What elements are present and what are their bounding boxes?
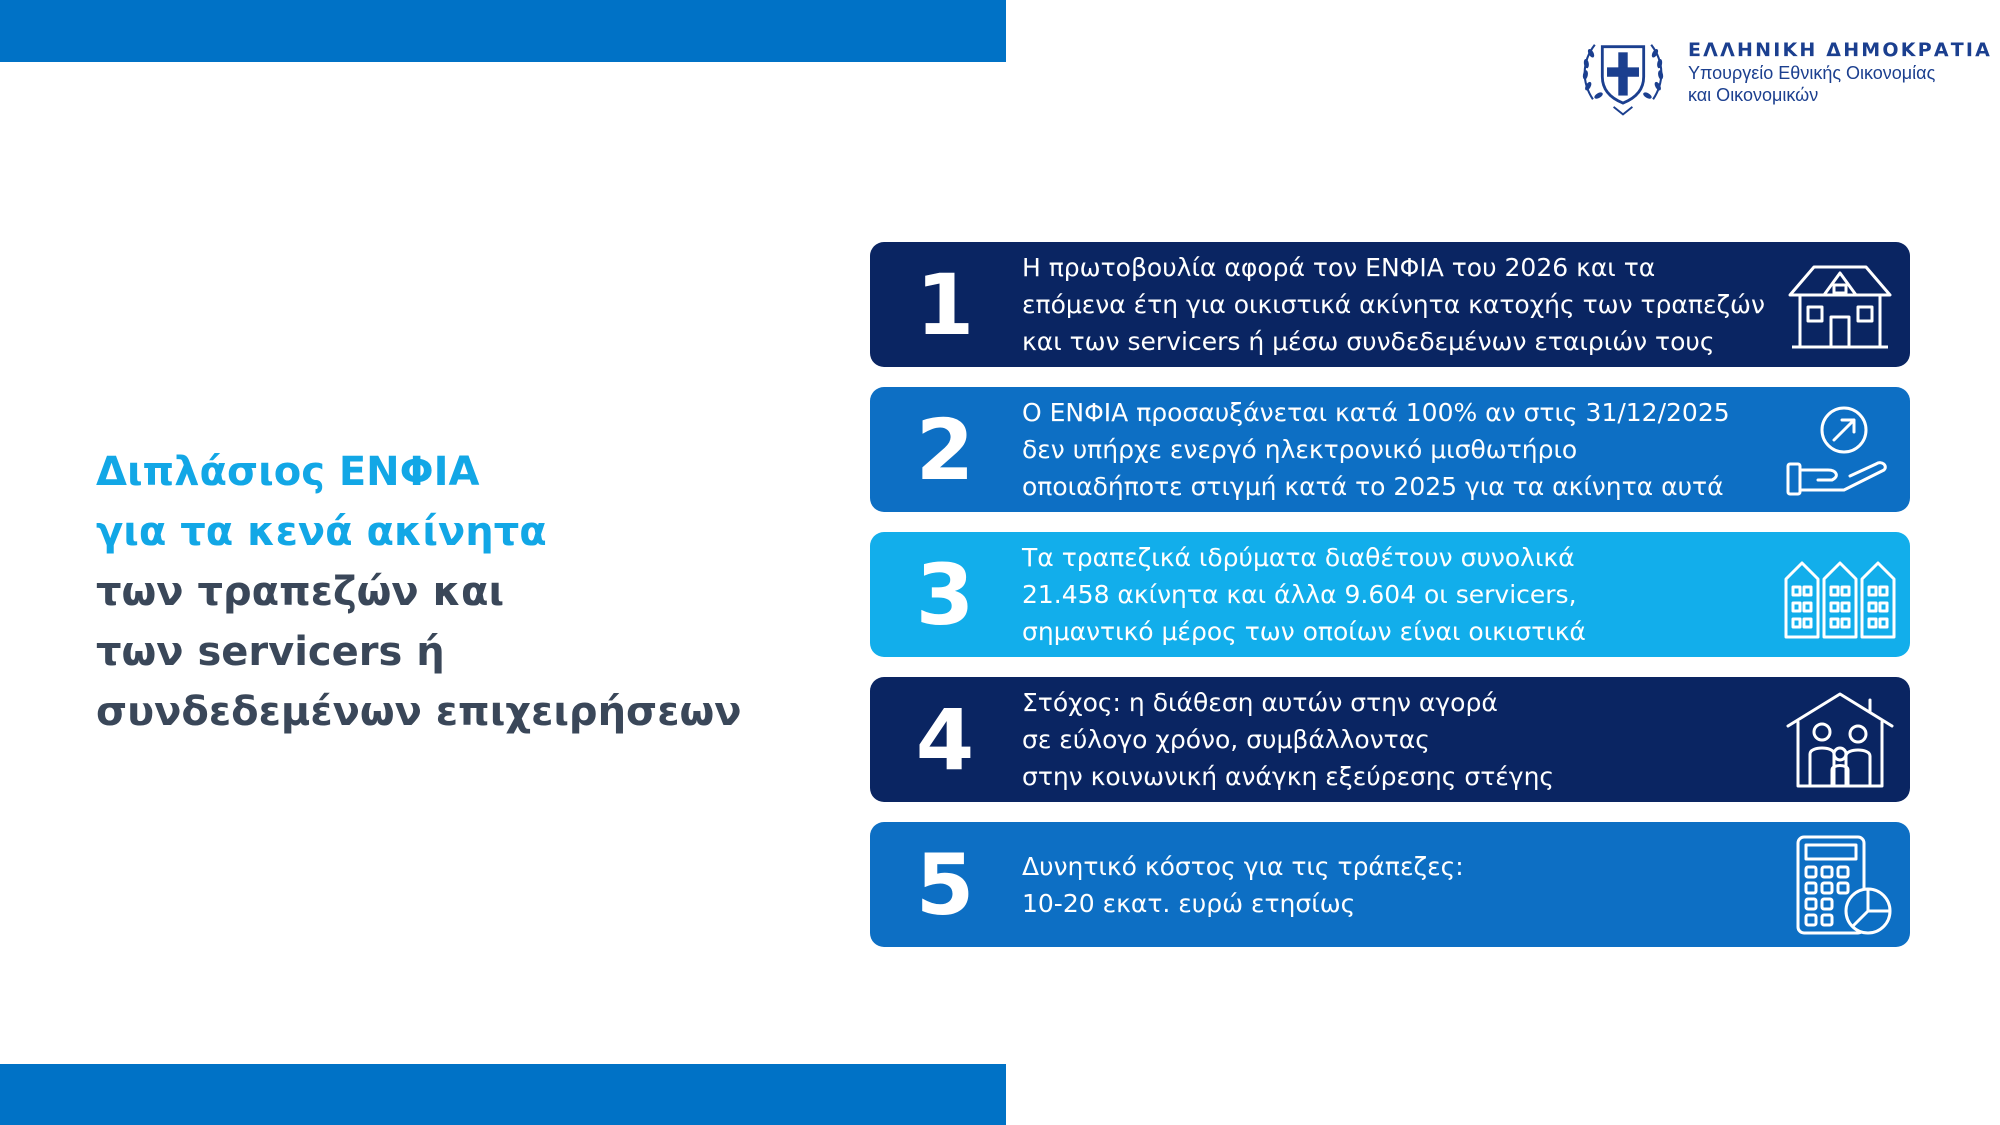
bottom-accent-bar [0, 1064, 1006, 1125]
info-card-list [870, 242, 1910, 967]
card-text-line: σημαντικό μέρος των οποίων είναι οικιστικά [1022, 617, 1586, 646]
card-text-line: Τα τραπεζικά ιδρύματα διαθέτουν συνολικά [1022, 543, 1575, 572]
brand-title: ΕΛΛΗΝΙΚΗ ΔΗΜΟΚΡΑΤΙΑ [1688, 39, 1993, 62]
info-card-2 [870, 387, 1910, 512]
page-title [96, 442, 741, 742]
card-text-line: Ο ΕΝΦΙΑ προσαυξάνεται κατά 100% αν στις 31/12/2025 [1022, 398, 1730, 427]
info-card-3 [870, 532, 1910, 657]
card-text-line: και των servicers ή μέσω συνδεδεμένων εταιριών τους [1022, 327, 1715, 356]
title-line: των τραπεζών και [96, 569, 505, 615]
card-text-line: δεν υπήρχε ενεργό ηλεκτρονικό μισθωτήριο [1022, 435, 1578, 464]
card-number: 1 [915, 255, 975, 354]
card-text-line: στην κοινωνική ανάγκη εξεύρεσης στέγης [1022, 762, 1555, 791]
card-text-line: οποιαδήποτε στιγμή κατά το 2025 για τα ακίνητα αυτά [1022, 472, 1724, 501]
title-line: συνδεδεμένων επιχειρήσεων [96, 689, 742, 735]
card-number: 3 [915, 545, 975, 644]
card-number: 2 [915, 400, 975, 499]
hand-with-rising-arrow-icon [1784, 400, 1896, 500]
info-card-5 [870, 822, 1910, 947]
ministry-branding [1576, 26, 1992, 120]
ministry-name-line2: και Οικονομικών [1688, 84, 1819, 105]
card-text-line: Δυνητικό κόστος για τις τράπεζες: [1022, 851, 1464, 881]
family-home-icon [1784, 690, 1896, 790]
card-text-line: Στόχος: η διάθεση αυτών στην αγορά [1022, 688, 1498, 717]
card-text [1020, 848, 1784, 922]
card-number: 5 [915, 835, 975, 934]
card-text-line: επόμενα έτη για οικιστικά ακίνητα κατοχής των τραπεζών [1022, 290, 1765, 319]
house-icon [1784, 255, 1896, 355]
card-number: 4 [915, 690, 975, 789]
info-card-4 [870, 677, 1910, 802]
top-accent-bar [0, 0, 1006, 62]
ministry-name-line1: Υπουργείο Εθνικής Οικονομίας [1688, 62, 1936, 83]
card-text [1020, 394, 1784, 505]
card-text-line: 10-20 εκατ. ευρώ ετησίως [1022, 888, 1356, 918]
apartment-buildings-icon [1784, 545, 1896, 645]
greek-coat-of-arms-icon [1576, 26, 1670, 120]
card-text [1020, 249, 1784, 360]
card-text-line: σε εύλογο χρόνο, συμβάλλοντας [1022, 725, 1430, 754]
info-card-1 [870, 242, 1910, 367]
calculator-chart-icon [1784, 835, 1896, 935]
title-line: των servicers ή [96, 629, 445, 675]
card-text-line: 21.458 ακίνητα και άλλα 9.604 οι servicers, [1022, 580, 1577, 609]
card-text [1020, 539, 1784, 650]
title-line: Διπλάσιος ΕΝΦΙΑ [96, 449, 480, 495]
card-text [1020, 684, 1784, 795]
title-line: για τα κενά ακίνητα [96, 509, 547, 555]
card-text-line: Η πρωτοβουλία αφορά τον ΕΝΦΙΑ του 2026 και τα [1022, 253, 1656, 282]
